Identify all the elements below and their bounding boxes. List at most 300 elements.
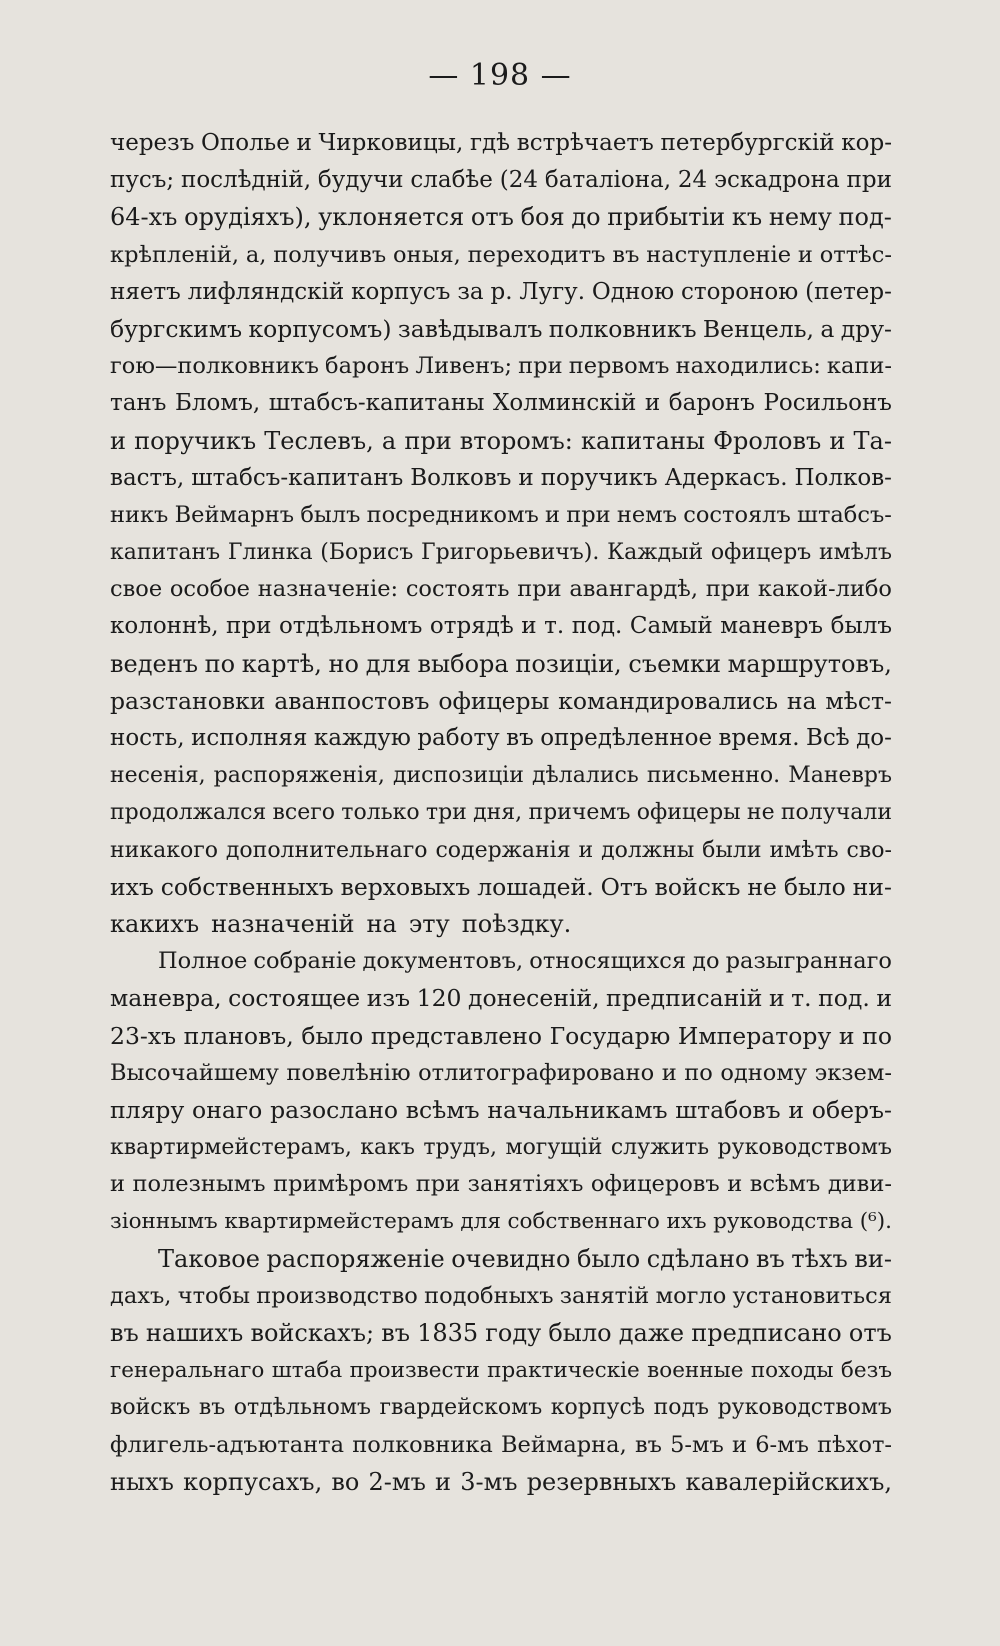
word: онаго xyxy=(192,1095,263,1124)
word: корпусъ xyxy=(351,278,451,305)
text-line xyxy=(110,980,892,1017)
word: (петер- xyxy=(805,278,892,305)
word: квартирмейстерамъ xyxy=(224,1209,454,1235)
text-line xyxy=(110,1315,892,1352)
word: разослано xyxy=(270,1095,399,1124)
word: повелѣнію xyxy=(286,1059,411,1086)
word: ихъ xyxy=(666,1209,707,1235)
word: и xyxy=(797,241,813,268)
text-line xyxy=(110,1018,892,1055)
word: и xyxy=(732,1431,748,1458)
text-line xyxy=(110,646,892,683)
text-line xyxy=(110,1427,892,1464)
word: ихъ xyxy=(110,872,154,901)
word: только xyxy=(341,800,420,826)
word: Адеркасъ. xyxy=(664,464,788,491)
word: диспозиціи xyxy=(392,763,524,789)
word: при xyxy=(415,1171,461,1198)
word: Таковое xyxy=(158,1244,260,1273)
word: капитаны xyxy=(580,426,705,455)
word: уклоняется xyxy=(318,203,465,232)
text-line xyxy=(110,199,892,236)
word: поручикъ xyxy=(540,464,658,491)
word: встрѣчаетъ xyxy=(516,130,654,156)
text-line xyxy=(110,757,892,794)
word: Григорьевичъ). xyxy=(421,540,600,566)
word: представлено xyxy=(370,1021,542,1050)
word: гвардейскомъ xyxy=(379,1395,543,1421)
word: Ополье xyxy=(201,130,290,156)
word: оттѣс- xyxy=(819,241,892,268)
word: верховыхъ xyxy=(340,872,471,901)
word: до xyxy=(571,203,601,232)
word: производство xyxy=(256,1282,418,1309)
word: слабѣе xyxy=(410,167,493,194)
text-line xyxy=(110,423,892,460)
text-line xyxy=(110,794,892,831)
word: будучи xyxy=(317,167,404,194)
word: Теслевъ, xyxy=(264,426,374,455)
text-line xyxy=(110,385,892,422)
word: и xyxy=(727,1171,743,1198)
text-line xyxy=(110,608,892,645)
word: штаба xyxy=(271,1358,343,1384)
word: отъ xyxy=(848,1319,892,1347)
word: штабсъ-капитаны xyxy=(268,390,485,417)
word: 5-мъ xyxy=(670,1431,724,1458)
word: Одною xyxy=(591,278,675,305)
word: танъ xyxy=(110,390,167,417)
word: и xyxy=(435,1467,452,1496)
word: было xyxy=(576,1244,641,1273)
word: баталіона, xyxy=(544,167,672,194)
word: свое xyxy=(110,576,163,603)
word: Холминскій xyxy=(493,390,637,417)
word: очевидно xyxy=(451,1244,571,1273)
word: отлитографировано xyxy=(418,1059,655,1086)
word: руководствомъ xyxy=(717,1135,892,1161)
word: а xyxy=(381,426,397,455)
word: и xyxy=(110,1171,125,1198)
word: дѣлались xyxy=(531,763,639,789)
word: военные xyxy=(647,1358,744,1384)
text-line xyxy=(110,162,892,199)
word: и xyxy=(768,984,785,1013)
word: руководствомъ xyxy=(717,1395,892,1421)
text-line xyxy=(110,571,892,608)
word: (Борисъ xyxy=(320,540,414,566)
word: гдѣ xyxy=(469,130,511,156)
word: должны xyxy=(601,837,695,863)
page-number: — 198 — xyxy=(428,58,572,93)
word: баронъ xyxy=(668,390,755,417)
word: къ xyxy=(731,203,763,232)
word: относящихся xyxy=(529,948,687,975)
word: мѣст- xyxy=(825,686,892,715)
text-line xyxy=(110,1352,892,1389)
word: командировались xyxy=(558,686,779,715)
word: никакого xyxy=(110,837,218,863)
word: немъ xyxy=(616,501,678,528)
word: въ xyxy=(634,1431,662,1458)
word: и xyxy=(521,613,537,640)
word: нашихъ xyxy=(145,1319,244,1347)
word: имѣть xyxy=(769,837,839,863)
word: Глинка xyxy=(227,540,313,566)
word: на xyxy=(786,686,817,715)
word: дру- xyxy=(840,314,892,343)
text-line xyxy=(110,311,892,348)
word: за xyxy=(457,278,484,305)
word: для xyxy=(365,649,411,678)
word: причемъ xyxy=(528,800,631,826)
word: первомъ xyxy=(568,353,670,380)
word: какъ xyxy=(360,1135,415,1161)
text-line xyxy=(110,1166,892,1203)
word: кавалерійскихъ, xyxy=(685,1467,892,1496)
word: 64-хъ xyxy=(110,203,178,232)
word: орудіяхъ), xyxy=(184,203,312,232)
word: экзем- xyxy=(814,1059,892,1086)
word: примѣромъ xyxy=(273,1171,409,1198)
word: лифляндскій xyxy=(187,278,345,305)
word: эскадрона xyxy=(714,167,840,194)
word: даже xyxy=(618,1319,685,1347)
word: переходитъ xyxy=(467,241,606,268)
word: генеральнаго xyxy=(110,1358,265,1384)
word: документовъ, xyxy=(362,948,524,975)
word: тѣхъ xyxy=(791,1244,848,1273)
word: Волковъ xyxy=(410,464,512,491)
word: опредѣленное xyxy=(540,725,713,751)
word: былъ xyxy=(830,613,892,640)
word: несенія, xyxy=(110,763,206,789)
word: во xyxy=(331,1467,360,1496)
word: войскъ xyxy=(110,1395,191,1421)
word: и xyxy=(110,426,126,455)
word: маневръ xyxy=(720,613,824,640)
word: т. xyxy=(544,613,565,640)
word: руководства xyxy=(713,1209,854,1235)
word: и xyxy=(661,1059,677,1086)
word: гою—полковникъ xyxy=(110,353,319,380)
word: практическіе xyxy=(487,1358,640,1384)
word: и xyxy=(545,501,560,528)
word: и xyxy=(644,390,661,417)
word: назначеній xyxy=(211,909,355,938)
word: вастъ, xyxy=(110,464,185,491)
word: никъ xyxy=(110,501,169,528)
word: позиціи, xyxy=(515,649,622,678)
text-line xyxy=(110,1464,892,1501)
text-line xyxy=(110,1129,892,1166)
word: резервныхъ xyxy=(526,1467,677,1496)
word: флигель-адъютанта xyxy=(110,1431,345,1458)
word: а xyxy=(820,314,835,343)
word: и xyxy=(296,130,312,156)
word: былъ xyxy=(300,501,361,528)
word: ни- xyxy=(852,872,892,901)
word: какихъ xyxy=(110,909,200,938)
word: полезнымъ xyxy=(132,1171,266,1198)
word: Всѣ xyxy=(806,725,850,751)
word: т. xyxy=(791,984,812,1013)
word: до xyxy=(692,948,720,975)
word: под. xyxy=(571,613,623,640)
word: не xyxy=(746,800,775,826)
word: при xyxy=(846,167,892,194)
word: картѣ, xyxy=(241,649,322,678)
word: штабсъ- xyxy=(797,501,892,528)
word: оныя, xyxy=(393,241,461,268)
word: и xyxy=(829,426,846,455)
word: баронъ xyxy=(325,353,410,380)
word: корпусахъ, xyxy=(183,1467,323,1496)
word: были xyxy=(702,837,762,863)
word: зіоннымъ xyxy=(110,1209,218,1235)
word: 6-мъ xyxy=(755,1431,809,1458)
text-line xyxy=(110,1055,892,1092)
word: Полков- xyxy=(794,464,892,491)
word: (24 xyxy=(499,167,539,194)
word: году xyxy=(485,1319,542,1347)
text-line xyxy=(110,1389,892,1426)
word: Росильонъ xyxy=(763,390,892,417)
word: оберъ- xyxy=(811,1095,892,1124)
word: три xyxy=(425,800,467,826)
word: въ xyxy=(755,1244,785,1273)
word: послѣдній, xyxy=(181,167,312,194)
word: поручикъ xyxy=(134,426,257,455)
word: дня, xyxy=(473,800,523,826)
word: трудъ, xyxy=(423,1135,498,1161)
word: боя xyxy=(520,203,565,232)
text-line xyxy=(110,348,892,385)
word: петербургскій xyxy=(660,130,835,156)
word: исполняя xyxy=(191,725,308,751)
word: и xyxy=(578,837,594,863)
word: Та- xyxy=(853,426,892,455)
word: пляру xyxy=(110,1095,185,1124)
word: плановъ, xyxy=(183,1021,294,1050)
word: могущій xyxy=(505,1135,603,1161)
word: распоряженіе xyxy=(266,1244,445,1273)
word: дахъ, xyxy=(110,1282,172,1309)
word: Бломъ, xyxy=(174,390,261,417)
word: имѣлъ xyxy=(818,540,892,566)
word: (⁶). xyxy=(859,1209,892,1235)
word: штабсъ-капитанъ xyxy=(191,464,404,491)
word: при xyxy=(705,576,751,603)
word: въ xyxy=(506,725,534,751)
word: лошадей. xyxy=(477,872,594,901)
word: было xyxy=(301,1021,364,1050)
word: подобныхъ xyxy=(424,1282,554,1309)
word: Чирковицы, xyxy=(318,130,464,156)
word: диви- xyxy=(827,1171,892,1198)
word: содержанія xyxy=(435,837,571,863)
word: Императору xyxy=(677,1021,832,1050)
word: сдѣлано xyxy=(646,1244,750,1273)
word: прибытіи xyxy=(607,203,726,232)
word: Венцель, xyxy=(702,314,814,343)
word: получали xyxy=(780,800,892,826)
text-line xyxy=(110,906,892,943)
word: Государю xyxy=(549,1021,671,1050)
text-line xyxy=(110,460,892,497)
word: войскахъ; xyxy=(250,1319,375,1347)
text-line xyxy=(110,869,892,906)
word: отдѣльномъ xyxy=(278,613,423,640)
word: предписаній xyxy=(606,984,763,1013)
word: подъ xyxy=(653,1395,710,1421)
word: собственныхъ xyxy=(160,872,334,901)
word: было xyxy=(548,1319,612,1347)
word: выбора xyxy=(417,649,509,678)
word: въ xyxy=(381,1319,410,1347)
word: пѣхот- xyxy=(817,1431,892,1458)
word: корпусѣ xyxy=(550,1395,646,1421)
word: всѣмъ xyxy=(405,1095,480,1124)
word: до- xyxy=(856,725,892,751)
text-line xyxy=(110,534,892,571)
word: ность, xyxy=(110,725,185,751)
word: завѣдывалъ xyxy=(397,314,543,343)
word: состоялъ xyxy=(683,501,791,528)
word: произвести xyxy=(349,1358,480,1384)
word: одному xyxy=(720,1059,808,1086)
word: под. xyxy=(818,984,870,1013)
word: письменно. xyxy=(646,763,781,789)
word: маневра, xyxy=(110,984,222,1013)
word: походы xyxy=(750,1358,834,1384)
word: предписано xyxy=(691,1319,842,1347)
word: полковникъ xyxy=(548,314,697,343)
word: 120 xyxy=(416,984,462,1013)
text-line xyxy=(110,497,892,534)
word: Полное xyxy=(158,948,248,975)
word: при xyxy=(226,613,272,640)
word: по xyxy=(862,1021,892,1050)
word: квартирмейстерамъ, xyxy=(110,1135,352,1161)
word: по xyxy=(684,1059,713,1086)
word: дополнительнаго xyxy=(225,837,428,863)
word: Веймарнъ xyxy=(174,501,295,528)
text-line xyxy=(110,1241,892,1278)
word: Ливенъ; xyxy=(415,353,513,380)
word: назначеніе: xyxy=(257,576,399,603)
word: и xyxy=(838,1021,855,1050)
word: стороною xyxy=(681,278,799,305)
word: съемки xyxy=(628,649,721,678)
word: капи- xyxy=(826,353,892,380)
word: полковника xyxy=(352,1431,493,1458)
word: офицеровъ xyxy=(590,1171,720,1198)
word: Фроловъ xyxy=(713,426,822,455)
word: при xyxy=(517,576,562,603)
text-line xyxy=(110,1092,892,1129)
word: бургскимъ xyxy=(110,314,243,343)
word: 24 xyxy=(677,167,708,194)
word: занятіяхъ xyxy=(467,1171,584,1198)
word: 2-мъ xyxy=(368,1467,426,1496)
word: особое xyxy=(169,576,250,603)
word: отрядѣ xyxy=(429,613,514,640)
word: а, xyxy=(245,241,267,268)
word: штабовъ xyxy=(675,1095,781,1124)
word: при xyxy=(518,353,563,380)
word: донесеній, xyxy=(467,984,600,1013)
word: офицеры xyxy=(438,686,550,715)
word: при xyxy=(566,501,611,528)
word: время. xyxy=(718,725,800,751)
word: Отъ xyxy=(600,872,648,901)
word: Каждый xyxy=(607,540,704,566)
word: начальникамъ xyxy=(487,1095,668,1124)
word: черезъ xyxy=(110,130,195,156)
word: Маневръ xyxy=(788,763,892,789)
word: установиться xyxy=(732,1282,892,1309)
word: корпусомъ) xyxy=(248,314,392,343)
word: Веймарна, xyxy=(501,1431,627,1458)
word: собраніе xyxy=(253,948,357,975)
word: 1835 xyxy=(417,1319,479,1347)
word: посредникомъ xyxy=(366,501,539,528)
word: Самый xyxy=(629,613,713,640)
text-line xyxy=(110,1278,892,1315)
word: и xyxy=(876,984,892,1013)
body-text xyxy=(110,125,892,1501)
word: крѣпленій, xyxy=(110,241,239,268)
word: офицеръ xyxy=(710,540,812,566)
word: безъ xyxy=(840,1358,892,1384)
word: не xyxy=(747,872,777,901)
word: и xyxy=(788,1095,805,1124)
text-line xyxy=(110,274,892,311)
word: занятій xyxy=(559,1282,650,1309)
text-line xyxy=(110,832,892,869)
word: под- xyxy=(838,203,892,232)
word: р. xyxy=(490,278,513,305)
word: второмъ: xyxy=(459,426,573,455)
word: было xyxy=(783,872,846,901)
word: кор- xyxy=(841,130,892,156)
word: эту xyxy=(408,909,450,938)
word: аванпостовъ xyxy=(274,686,430,715)
text-line xyxy=(110,720,892,757)
word: пусъ; xyxy=(110,167,175,194)
word: веденъ xyxy=(110,649,198,678)
word: капитанъ xyxy=(110,540,221,566)
word: разыграннаго xyxy=(725,948,892,975)
word: ви- xyxy=(854,1244,892,1273)
word: и xyxy=(518,464,534,491)
word: изъ xyxy=(366,984,411,1013)
word: при xyxy=(404,426,452,455)
word: въ xyxy=(612,241,640,268)
word: распоряженія, xyxy=(213,763,385,789)
word: по xyxy=(204,649,236,678)
word: состоять xyxy=(405,576,510,603)
text-line xyxy=(110,125,892,162)
word: офицеры xyxy=(636,800,741,826)
word: колоннѣ, xyxy=(110,613,219,640)
word: поѣздку. xyxy=(461,909,572,938)
text-line xyxy=(110,943,892,980)
word: маршрутовъ, xyxy=(727,649,892,678)
word: продолжался xyxy=(110,800,267,826)
text-line xyxy=(110,237,892,274)
